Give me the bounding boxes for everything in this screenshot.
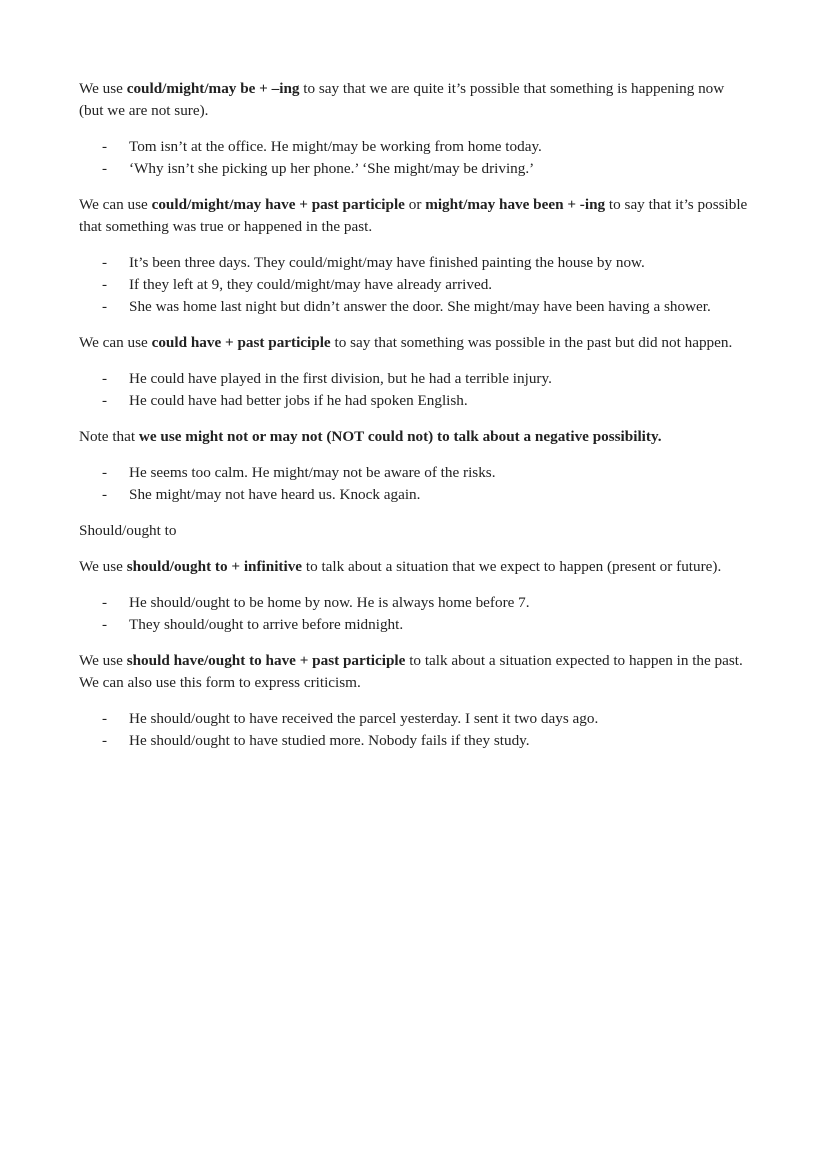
rule-bold-phrase: might/may have been + -ing	[425, 196, 606, 213]
example-item	[79, 708, 751, 730]
rule-text: to say that something was possible in the past but did not happen.	[330, 334, 733, 351]
dash-bullet: -	[102, 594, 108, 611]
example-text: It’s been three days. They could/might/may have finished painting the house by now.	[129, 254, 645, 271]
rule-text: to say that we are quite it’s possible that something is happening now (but we are not sure).	[79, 80, 725, 119]
dash-bullet: -	[102, 370, 108, 387]
rule-text: We use	[79, 652, 127, 669]
dash-bullet: -	[102, 254, 108, 271]
dash-bullet: -	[102, 276, 108, 293]
rule-bold-phrase: could/might/may have + past participle	[151, 196, 405, 213]
dash-bullet: -	[102, 486, 108, 503]
example-text: He could have had better jobs if he had spoken English.	[129, 392, 468, 409]
rule-text: or	[404, 196, 426, 213]
rule-text: We can use	[79, 334, 152, 351]
example-item	[79, 592, 751, 614]
example-item	[79, 484, 751, 506]
grammar-sections-should-ought	[79, 556, 751, 752]
dash-bullet: -	[102, 160, 108, 177]
grammar-sections-modal-possibility	[79, 78, 751, 506]
example-item	[79, 390, 751, 412]
rule-bold-phrase: we use might not or may not (NOT could not) to talk about a negative possibility.	[138, 428, 662, 445]
example-item	[79, 136, 751, 158]
rule-text: We use	[79, 80, 127, 97]
rule-text: Note that	[79, 428, 139, 445]
example-text: He should/ought to have received the parcel yesterday. I sent it two days ago.	[129, 710, 599, 727]
rule-bold-phrase: could have + past participle	[151, 334, 331, 351]
example-text: She might/may not have heard us. Knock again.	[129, 486, 421, 503]
rule-paragraph	[79, 332, 751, 354]
dash-bullet: -	[102, 732, 108, 749]
example-item	[79, 252, 751, 274]
example-text: He should/ought to be home by now. He is always home before 7.	[129, 594, 530, 611]
example-item	[79, 614, 751, 636]
example-list	[79, 708, 751, 752]
document-page	[79, 78, 751, 766]
example-text: They should/ought to arrive before midnight.	[129, 616, 404, 633]
rule-paragraph	[79, 78, 751, 122]
example-list	[79, 592, 751, 636]
rule-paragraph	[79, 194, 751, 238]
example-text: If they left at 9, they could/might/may have already arrived.	[129, 276, 493, 293]
rule-paragraph	[79, 650, 751, 694]
rule-paragraph	[79, 556, 751, 578]
rule-text: to talk about a situation that we expect to happen (present or future).	[302, 558, 722, 575]
rule-text: We can use	[79, 196, 152, 213]
example-item	[79, 274, 751, 296]
rule-bold-phrase: could/might/may be + –ing	[126, 80, 300, 97]
example-text: She was home last night but didn’t answer the door. She might/may have been having a shower.	[129, 298, 711, 315]
dash-bullet: -	[102, 392, 108, 409]
rule-text: to talk about a situation expected to happen in the past. We can also use this form to express criticism.	[79, 652, 743, 691]
example-text: He could have played in the first division, but he had a terrible injury.	[129, 370, 552, 387]
example-list	[79, 462, 751, 506]
example-item	[79, 462, 751, 484]
rule-bold-phrase: should/ought to + infinitive	[126, 558, 303, 575]
dash-bullet: -	[102, 138, 108, 155]
rule-text: We use	[79, 558, 127, 575]
section-heading-should-ought: Should/ought to	[79, 522, 177, 539]
dash-bullet: -	[102, 710, 108, 727]
example-text: Tom isn’t at the office. He might/may be working from home today.	[129, 138, 542, 155]
example-item	[79, 730, 751, 752]
example-text: ‘Why isn’t she picking up her phone.’ ‘She might/may be driving.’	[129, 160, 535, 177]
example-list	[79, 136, 751, 180]
rule-bold-phrase: should have/ought to have + past participle	[126, 652, 406, 669]
example-list	[79, 368, 751, 412]
rule-text: to say that it’s possible that something was true or happened in the past.	[79, 196, 748, 235]
example-item	[79, 296, 751, 318]
dash-bullet: -	[102, 464, 108, 481]
example-item	[79, 368, 751, 390]
example-text: He seems too calm. He might/may not be aware of the risks.	[129, 464, 496, 481]
example-item	[79, 158, 751, 180]
example-list	[79, 252, 751, 318]
dash-bullet: -	[102, 616, 108, 633]
rule-paragraph	[79, 426, 751, 448]
dash-bullet: -	[102, 298, 108, 315]
example-text: He should/ought to have studied more. Nobody fails if they study.	[129, 732, 530, 749]
